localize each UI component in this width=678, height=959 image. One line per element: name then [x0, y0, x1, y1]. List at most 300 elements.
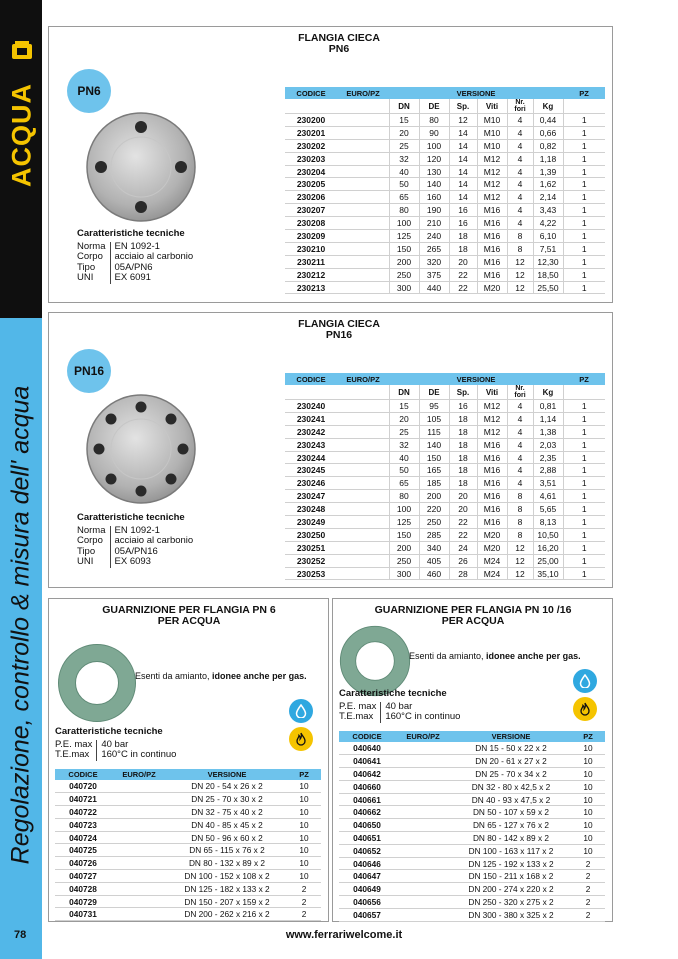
spec-value: EN 1092-1 [114, 524, 160, 536]
row-cell: 8 [507, 490, 533, 503]
row-code: 040725 [55, 844, 111, 857]
table-subheader [285, 385, 605, 400]
row-cell: 2,35 [533, 451, 563, 464]
footer-url: www.ferrariwelcome.it [285, 929, 403, 941]
table-row [339, 896, 605, 909]
row-cell: 14 [449, 178, 477, 191]
table-row [285, 451, 605, 464]
row-code: 230209 [285, 230, 337, 243]
row-cell: 10 [571, 806, 605, 819]
row-cell: 12,30 [533, 255, 563, 268]
row-cell: 1 [563, 490, 605, 503]
table-row [285, 114, 605, 127]
row-code: 230241 [285, 412, 337, 425]
row-cell: 200 [389, 541, 419, 554]
row-cell: 4 [507, 425, 533, 438]
row-code: 230247 [285, 490, 337, 503]
row-cell: 0,81 [533, 400, 563, 413]
row-cell [337, 152, 389, 165]
row-code: 040649 [339, 883, 395, 896]
row-cell: 1 [563, 114, 605, 127]
row-cell [337, 528, 389, 541]
row-cell: 20 [389, 126, 419, 139]
row-cell: 10 [287, 831, 321, 844]
row-cell: 1 [563, 541, 605, 554]
row-cell: 14 [449, 165, 477, 178]
row-cell: DN 150 - 211 x 168 x 2 [451, 870, 571, 883]
row-cell: 1 [563, 152, 605, 165]
sidebar-title: Regolazione, controllo & misura dell' acqua [6, 385, 35, 865]
table-row [285, 554, 605, 567]
row-cell: 16 [449, 400, 477, 413]
row-cell: 2 [287, 908, 321, 921]
row-code: 230253 [285, 567, 337, 580]
header-versione: VERSIONE [167, 769, 287, 780]
sub-fori-1: Nr. [515, 99, 525, 106]
row-cell [337, 554, 389, 567]
row-cell: M16 [477, 438, 507, 451]
sub-fori-1: Nr. [515, 385, 525, 392]
row-cell: 10 [287, 844, 321, 857]
row-code: 040651 [339, 832, 395, 845]
table-row [339, 857, 605, 870]
row-code: 040642 [339, 768, 395, 781]
table-row [285, 281, 605, 294]
pn6-badge: PN6 [67, 69, 111, 113]
row-cell: M16 [477, 204, 507, 217]
row-cell: DN 80 - 132 x 89 x 2 [167, 857, 287, 870]
row-cell: 115 [419, 425, 449, 438]
row-code: 040731 [55, 908, 111, 921]
row-cell: 1 [563, 464, 605, 477]
row-cell: 25 [389, 139, 419, 152]
row-cell: 18 [449, 425, 477, 438]
row-code: 230211 [285, 255, 337, 268]
row-cell: 190 [419, 204, 449, 217]
row-cell: 50 [389, 178, 419, 191]
row-cell: 8,13 [533, 516, 563, 529]
row-cell: 8 [507, 230, 533, 243]
pn16-badge: PN16 [67, 349, 111, 393]
row-cell: 100 [389, 217, 419, 230]
spec-key: Tipo [77, 547, 110, 558]
row-cell: 14 [449, 191, 477, 204]
row-code: 230207 [285, 204, 337, 217]
row-cell: M16 [477, 451, 507, 464]
spec-key: UNI [77, 273, 110, 284]
row-cell: 8 [507, 528, 533, 541]
row-code: 230200 [285, 114, 337, 127]
row-cell [337, 126, 389, 139]
spec-value: acciaio al carbonio [114, 251, 194, 262]
sub-fori [507, 385, 533, 400]
row-cell: M16 [477, 464, 507, 477]
row-cell: 10 [287, 793, 321, 806]
sub-de: DE [419, 99, 449, 114]
row-cell [111, 870, 167, 883]
header-pz: PZ [287, 769, 321, 780]
row-code: 040724 [55, 831, 111, 844]
row-cell [111, 831, 167, 844]
row-cell [395, 806, 451, 819]
row-cell: 1 [563, 438, 605, 451]
row-cell: 1 [563, 268, 605, 281]
row-code: 230248 [285, 503, 337, 516]
table-row [55, 895, 321, 908]
row-cell [337, 516, 389, 529]
table-row [339, 768, 605, 781]
row-cell: 10 [571, 832, 605, 845]
row-cell: 3,43 [533, 204, 563, 217]
row-code: 230240 [285, 400, 337, 413]
row-cell: 8 [507, 503, 533, 516]
spec-row [77, 536, 196, 547]
g6-specs: Caratteristiche tecniche P.E. max 40 bar T.E.max 160°C in continuo [55, 727, 179, 761]
row-cell: 185 [419, 477, 449, 490]
row-cell: DN 150 - 207 x 159 x 2 [167, 895, 287, 908]
table-row [339, 883, 605, 896]
panel-title: GUARNIZIONE PER FLANGIA PN 10 /16 PER ACQUA [374, 604, 572, 627]
table-row [285, 541, 605, 554]
row-cell [337, 281, 389, 294]
row-cell: DN 32 - 75 x 40 x 2 [167, 806, 287, 819]
row-cell [337, 217, 389, 230]
sub-kg: Kg [533, 385, 563, 400]
row-cell: 0,44 [533, 114, 563, 127]
row-cell: 1 [563, 425, 605, 438]
row-cell [395, 844, 451, 857]
table-row [285, 165, 605, 178]
header-pz: PZ [571, 731, 605, 742]
sub-blank [337, 385, 389, 400]
header-euro: EURO/PZ [111, 769, 167, 780]
table-row [285, 268, 605, 281]
row-cell: 220 [419, 503, 449, 516]
row-cell: 300 [389, 567, 419, 580]
row-cell: 1 [563, 204, 605, 217]
row-cell: 25,00 [533, 554, 563, 567]
row-cell [395, 742, 451, 755]
panel-guarnizione-pn6 [48, 598, 329, 922]
row-cell: 140 [419, 178, 449, 191]
spec-row [77, 252, 196, 263]
row-code: 040646 [339, 857, 395, 870]
table-row [55, 818, 321, 831]
row-cell: 16,20 [533, 541, 563, 554]
row-cell [395, 870, 451, 883]
row-code: 230252 [285, 554, 337, 567]
row-cell: 4 [507, 139, 533, 152]
row-code: 040657 [339, 908, 395, 921]
row-cell: 1,38 [533, 425, 563, 438]
row-cell: 120 [419, 152, 449, 165]
row-cell: 10 [571, 793, 605, 806]
table-row [285, 516, 605, 529]
row-cell: 405 [419, 554, 449, 567]
row-cell [337, 567, 389, 580]
row-cell: 150 [389, 242, 419, 255]
sub-fori-2: fori [514, 106, 526, 113]
table-row [55, 908, 321, 921]
row-cell: 40 [389, 451, 419, 464]
row-cell: DN 25 - 70 x 34 x 2 [451, 768, 571, 781]
row-cell: 4 [507, 178, 533, 191]
row-cell: M24 [477, 567, 507, 580]
row-cell: 25,50 [533, 281, 563, 294]
spec-row [77, 557, 196, 568]
row-cell: 10 [287, 780, 321, 793]
row-cell: 5,65 [533, 503, 563, 516]
row-cell: 4 [507, 114, 533, 127]
row-cell: 8 [507, 516, 533, 529]
row-cell: DN 250 - 320 x 275 x 2 [451, 896, 571, 909]
sub-blank [285, 385, 337, 400]
spec-value: 160°C in continuo [385, 711, 461, 722]
table-row [285, 255, 605, 268]
row-cell: 12 [507, 281, 533, 294]
row-cell: 4 [507, 412, 533, 425]
row-cell: 18 [449, 438, 477, 451]
table-row [285, 567, 605, 580]
row-cell: 80 [419, 114, 449, 127]
row-cell: 265 [419, 242, 449, 255]
spec-value: 40 bar [101, 738, 129, 750]
row-cell [395, 883, 451, 896]
row-cell: 2,88 [533, 464, 563, 477]
table-row [285, 191, 605, 204]
row-code: 230242 [285, 425, 337, 438]
row-cell [111, 806, 167, 819]
header-pz: PZ [563, 87, 605, 99]
row-cell: 14 [449, 139, 477, 152]
row-cell: 1 [563, 567, 605, 580]
row-cell: 90 [419, 126, 449, 139]
row-cell: M16 [477, 503, 507, 516]
row-cell: DN 40 - 85 x 45 x 2 [167, 818, 287, 831]
table-row [55, 882, 321, 895]
row-cell: 2 [571, 883, 605, 896]
row-cell: 440 [419, 281, 449, 294]
row-cell: 10 [571, 780, 605, 793]
table-row [285, 490, 605, 503]
table-row [285, 503, 605, 516]
row-cell: 1 [563, 191, 605, 204]
row-cell: DN 32 - 80 x 42,5 x 2 [451, 780, 571, 793]
row-cell: DN 20 - 54 x 26 x 2 [167, 780, 287, 793]
pn6-specs: Caratteristiche tecniche Norma EN 1092-1 Corpo acciaio al carbonio Tipo 05A/PN6 UNI EX 6091 [77, 229, 196, 284]
blind-flange-image [85, 393, 197, 505]
row-cell [337, 464, 389, 477]
sub-blank [285, 99, 337, 114]
row-cell: DN 50 - 96 x 60 x 2 [167, 831, 287, 844]
row-cell: M16 [477, 516, 507, 529]
row-cell: 2,14 [533, 191, 563, 204]
table-row [285, 204, 605, 217]
table-row [339, 844, 605, 857]
row-cell: 4 [507, 126, 533, 139]
row-cell: 2 [287, 882, 321, 895]
section-label: ACQUA [6, 83, 37, 187]
row-cell: 8 [507, 242, 533, 255]
row-code: 040662 [339, 806, 395, 819]
row-cell [111, 793, 167, 806]
table-row [339, 755, 605, 768]
row-cell: 2 [571, 896, 605, 909]
row-code: 230202 [285, 139, 337, 152]
row-cell [337, 438, 389, 451]
row-cell: DN 65 - 115 x 76 x 2 [167, 844, 287, 857]
page-number: 78 [14, 929, 27, 941]
row-code: 040656 [339, 896, 395, 909]
row-cell: M10 [477, 139, 507, 152]
gasket-image [57, 643, 137, 723]
row-cell: 4,22 [533, 217, 563, 230]
table-row [55, 806, 321, 819]
sub-fori [507, 99, 533, 114]
row-cell [337, 114, 389, 127]
table-row [285, 528, 605, 541]
row-cell: 2,03 [533, 438, 563, 451]
header-pz: PZ [563, 373, 605, 385]
row-cell: 32 [389, 152, 419, 165]
row-cell [337, 490, 389, 503]
table-row [285, 464, 605, 477]
row-cell: 22 [449, 528, 477, 541]
row-cell: 1 [563, 516, 605, 529]
row-cell: 150 [419, 451, 449, 464]
sub-de: DE [419, 385, 449, 400]
row-cell: 18,50 [533, 268, 563, 281]
row-cell: 100 [419, 139, 449, 152]
acqua-logo-icon [9, 38, 35, 64]
sub-dn: DN [389, 385, 419, 400]
row-code: 040728 [55, 882, 111, 895]
row-cell: M16 [477, 217, 507, 230]
row-cell: 18 [449, 230, 477, 243]
row-cell [337, 255, 389, 268]
spec-key: P.E. max [339, 702, 381, 713]
spec-row [339, 712, 463, 723]
row-cell [337, 242, 389, 255]
row-code: 230251 [285, 541, 337, 554]
row-cell: 4 [507, 438, 533, 451]
row-cell: 1 [563, 242, 605, 255]
row-cell: 125 [389, 516, 419, 529]
row-cell: 6,10 [533, 230, 563, 243]
row-cell: DN 25 - 70 x 30 x 2 [167, 793, 287, 806]
table-row [285, 400, 605, 413]
row-cell: 10 [287, 806, 321, 819]
g6-table [55, 769, 321, 921]
row-cell: 4 [507, 204, 533, 217]
row-cell [337, 165, 389, 178]
row-cell: 250 [419, 516, 449, 529]
row-cell: 40 [389, 165, 419, 178]
row-cell: 165 [419, 464, 449, 477]
row-cell [337, 477, 389, 490]
row-cell: 65 [389, 477, 419, 490]
table-row [339, 870, 605, 883]
spec-key: T.E.max [339, 712, 381, 723]
table-row [285, 152, 605, 165]
row-code: 230205 [285, 178, 337, 191]
row-cell: DN 100 - 152 x 108 x 2 [167, 870, 287, 883]
spec-value: EX 6093 [114, 556, 151, 567]
row-cell: M12 [477, 178, 507, 191]
panel-flangia-pn16 [48, 312, 613, 588]
row-code: 230244 [285, 451, 337, 464]
row-cell: 210 [419, 217, 449, 230]
row-cell: 4 [507, 400, 533, 413]
table-row [55, 793, 321, 806]
row-cell: 1,62 [533, 178, 563, 191]
row-cell: 240 [419, 230, 449, 243]
row-cell [395, 793, 451, 806]
row-cell [337, 178, 389, 191]
row-cell: 1 [563, 477, 605, 490]
row-cell: 0,82 [533, 139, 563, 152]
row-cell: 1,14 [533, 412, 563, 425]
row-cell: 4 [507, 191, 533, 204]
row-code: 230245 [285, 464, 337, 477]
row-cell: 2 [571, 870, 605, 883]
row-code: 040723 [55, 818, 111, 831]
row-cell: 22 [449, 281, 477, 294]
row-cell: 12 [507, 255, 533, 268]
row-cell [111, 857, 167, 870]
row-cell: 22 [449, 516, 477, 529]
spec-key: Tipo [77, 263, 110, 274]
spec-row [77, 273, 196, 284]
row-cell: M10 [477, 126, 507, 139]
row-code: 230206 [285, 191, 337, 204]
header-versione: VERSIONE [389, 373, 563, 385]
table-row [55, 780, 321, 793]
panel-title: FLANGIA CIECA PN6 [298, 32, 380, 55]
row-cell [395, 857, 451, 870]
row-cell: M12 [477, 152, 507, 165]
g16-table [339, 731, 605, 922]
water-drop-icon [289, 699, 313, 723]
row-code: 230210 [285, 242, 337, 255]
row-cell: M12 [477, 165, 507, 178]
row-cell: 16 [449, 217, 477, 230]
row-cell: 18 [449, 412, 477, 425]
row-cell: 10,50 [533, 528, 563, 541]
row-cell: M20 [477, 281, 507, 294]
row-cell: 320 [419, 255, 449, 268]
pn16-table [285, 373, 605, 580]
row-cell: 2 [287, 895, 321, 908]
spec-key: P.E. max [55, 740, 97, 751]
spec-key: Norma [77, 526, 110, 537]
row-cell: 12 [507, 554, 533, 567]
header-euro: EURO/PZ [337, 373, 389, 385]
row-cell [111, 895, 167, 908]
row-cell: 14 [449, 126, 477, 139]
table-row [285, 438, 605, 451]
row-cell: M16 [477, 242, 507, 255]
row-cell: 130 [419, 165, 449, 178]
pn16-specs: Caratteristiche tecniche Norma EN 1092-1 Corpo acciaio al carbonio Tipo 05A/PN16 UNI EX 6093 [77, 513, 196, 568]
row-cell: 4 [507, 451, 533, 464]
row-code: 230246 [285, 477, 337, 490]
row-cell: 1 [563, 412, 605, 425]
row-cell: DN 125 - 182 x 133 x 2 [167, 882, 287, 895]
row-code: 230249 [285, 516, 337, 529]
header-euro: EURO/PZ [395, 731, 451, 742]
row-cell: M12 [477, 412, 507, 425]
